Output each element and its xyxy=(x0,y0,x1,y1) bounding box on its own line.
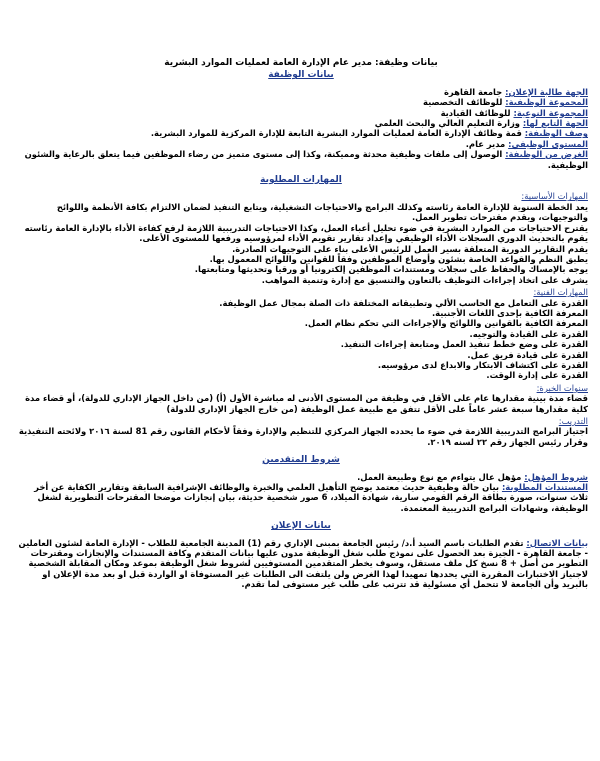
field-value: تقدم الطلبات باسم السيد أ.د/ رئيس الجامعة بمبنى الإداري رقم (1) المدينة الجامعية للطلاب - الإدارة العامة لشئون العاملين - جامعة القاهرة - الجيزة بعد الحصول على نموذج طلب شغل الوظيفة مدون عليها بيانات المتقدم وكافة المستندات والإنجازات ومقترحات التطوير من أصل + 8 نسخ كل ملف مستقل، وسوف يخطر المتقدمين المستوفيين لشروط شغل الوظيفة بموعد ومكان المقابلة الشخصية لاجتياز الاختبارات المقررة التي يحددها تمهيدا لهذا الغرض ولن يلتفت الى الطلبات غير المستوفاة او الواردة قبل او بعد مدة الإعلان او بالبريد وأن الجامعة لا تتحمل أي مسئولية قد تترتب على طلب غير مستوفى لما تقدم. xyxy=(18,537,588,590)
technical-skill-item: القدرة على إدارة الوقت. xyxy=(486,370,588,381)
basic-skill-item: يوجه بالإمساك والحفاظ على سجلات ومستندات الموظفين إلكترونيا أو ورقيا وتحديثها ومتابعتها. xyxy=(194,264,588,275)
technical-skill-item: القدرة على التعامل مع الحاسب الألي وتطبيقاته المختلفة ذات الصلة بمجال عمل الوظيفة. xyxy=(219,297,588,308)
training-label: التدريب: xyxy=(558,416,588,426)
field-value: مؤهل عال يتواءم مع نوع وطبيعة العمل. xyxy=(357,471,525,482)
field-label: شروط المؤهل: xyxy=(524,471,588,482)
field-label: الجهة طالبة الإعلان: xyxy=(505,86,588,97)
announcement-heading: بيانات الإعلان xyxy=(271,521,331,532)
field-label: وصف الوظيفة: xyxy=(524,128,588,139)
technical-skill-item: القدرة على وضع خطط تنفيذ العمل ومتابعة إجراءات التنفيذ. xyxy=(340,339,588,350)
field-value: جامعة القاهرة xyxy=(443,86,506,97)
field-label: الغرض من الوظيفة: xyxy=(505,149,588,160)
field-label: المستوى الوظيفي: xyxy=(508,138,588,149)
experience-text: قضاء مدة بينية مقدارها عام على الأقل في وظيفة من المستوى الأدنى له مباشرة الأول (أ) (من داخل الجهاز الإداري للدولة)، أو قضاء مدة كلية مقدارها سبعة عشر عاماً على الأقل تتفق مع طبيعة عمل الوظيفة (من خارج الجهاز الإداري للدولة) xyxy=(25,393,588,414)
basic-skill-item: يقترح الاحتياجات من الموارد البشرية في ضوء تحليل أعباء العمل، وكذا الاحتياجات التدريبية اللازمة لرفع كفاءة الأداء بالإدارة العامة رئاسته يقوم بالتحديث الدوري السجلات الأداء الوظيفي وإعداد تقارير تقويم الأداء لمرؤوسيه ورفعها للمستوى الأعلى. xyxy=(24,222,588,244)
technical-skill-item: القدرة على قيادة فريق عمل. xyxy=(467,349,588,360)
document-title: بيانات وظيفة: مدير عام الإدارة العامة لعمليات الموارد البشرية xyxy=(164,58,438,68)
experience-label: سنوات الخبرة: xyxy=(536,382,588,393)
skills-heading: المهارات المطلوبة xyxy=(260,175,342,186)
technical-skill-item: المعرفة الكافية بإحدى اللغات الأجنبية. xyxy=(431,307,588,318)
job-row-purpose xyxy=(14,149,588,170)
job-row-job-group xyxy=(14,97,588,107)
job-row-description xyxy=(14,128,588,138)
job-data-section xyxy=(14,87,588,170)
field-label: الجهة التابع لها: xyxy=(522,118,588,129)
experience-section xyxy=(14,383,588,414)
announcement-section xyxy=(14,538,588,590)
field-label: المستندات المطلوبة: xyxy=(501,482,588,493)
field-value: مدير عام. xyxy=(465,138,509,149)
job-row-level xyxy=(14,139,588,149)
basic-skill-item: يعد الخطة السنوية للإدارة العامة رئاسته وكذلك البرامج والاحتياجات التشغيلية، ويتابع التنفيذ لضمان الالتزام بكافة الأنظمة واللوائح والتوجيهات، ويقدم مقترحات تطوير العمل. xyxy=(56,201,588,223)
applicants-heading: شروط المتقدمين xyxy=(262,455,340,466)
basic-skills-section xyxy=(14,191,588,285)
technical-skills-section xyxy=(14,287,588,381)
field-value: قمة وظائف الإدارة العامة لعمليات الموارد البشرية التابعة للإدارة المركزية للموارد البشرية. xyxy=(150,128,525,139)
field-label: المجموعة النوعية: xyxy=(513,107,588,118)
field-value: بيان حالة وظيفية حديث معتمد يوضح التأهيل العلمي والخبرة والوظائف الإشرافية السابقة وتقارير الكفاية عن أخر ثلاث سنوات، صورة بطاقة الرقم القومي سارية، شهادة الميلاد، 6 صور شخصية حديثة، بيان إنجازات موضحا المقترحات التطويرية لشغل الوظيفة، وشهادات البرامج التدريبية المعتمدة. xyxy=(34,482,588,513)
basic-skills-label: المهارات الأساسية: xyxy=(521,191,588,202)
basic-skill-item: يشرف على اتخاذ إجراءات التوظيف بالتعاون والتنسيق مع إدارة وتنمية المواهب. xyxy=(261,274,588,285)
training-text: اجتياز البرامج التدريبية اللازمة في ضوء ما يحدده الجهاز المركزي للتنظيم والإدارة وفقاً لأحكام القانون رقم 81 لسنة ٢٠١٦ ولائحته التنفيذية وقرار رئيس الجهاز رقم ٢٢ لسنه ٢٠١٩. xyxy=(18,426,588,447)
field-value: وزارة التعليم العالي والبحث العلمي xyxy=(374,118,523,129)
job-row-affiliation xyxy=(14,118,588,128)
job-row-type-group xyxy=(14,108,588,118)
job-row-requesting-body xyxy=(14,87,588,97)
basic-skill-item: يطبق النظم والقواعد الخاصة بشئون وأوضاع الموظفين وفقاً للقوانين واللوائح المعمول بها. xyxy=(209,253,588,264)
technical-skills-label: المهارات الفنية: xyxy=(533,287,588,298)
documents-row xyxy=(14,482,588,513)
field-value: للوظائف القيادية xyxy=(440,107,514,118)
field-value: الوصول إلى ملفات وظيفية محدثة ومميكنة، وكذا إلى مستوى متميز من رضاء الموظفين فيما يتعلق بالرعاية والشئون الوظيفية. xyxy=(24,149,588,170)
technical-skill-item: القدرة على القيادة والتوجيه. xyxy=(469,328,588,339)
applicants-section xyxy=(14,472,588,514)
qualification-row xyxy=(14,472,588,482)
training-section xyxy=(14,416,588,447)
technical-skill-item: القدرة على اكتشاف الابتكار والابداع لدى مرؤوسيه. xyxy=(377,359,588,370)
technical-skill-item: المعرفة الكافية بالقوانين واللوائح والإجراءات التي تحكم نظام العمل. xyxy=(304,318,588,329)
basic-skill-item: يقدم التقارير الدورية المتعلقة بسير العمل للرئيس الأعلى بناء على التوجيهات الصادرة. xyxy=(232,243,588,254)
contact-row xyxy=(14,538,588,590)
field-label: المجموعة الوظيفية: xyxy=(505,97,588,108)
field-value: للوظائف التخصصية xyxy=(423,97,506,108)
job-document xyxy=(14,58,588,590)
field-label: بيانات الاتصال: xyxy=(526,537,588,548)
job-data-heading: بيانات الوظيفة xyxy=(268,70,334,81)
